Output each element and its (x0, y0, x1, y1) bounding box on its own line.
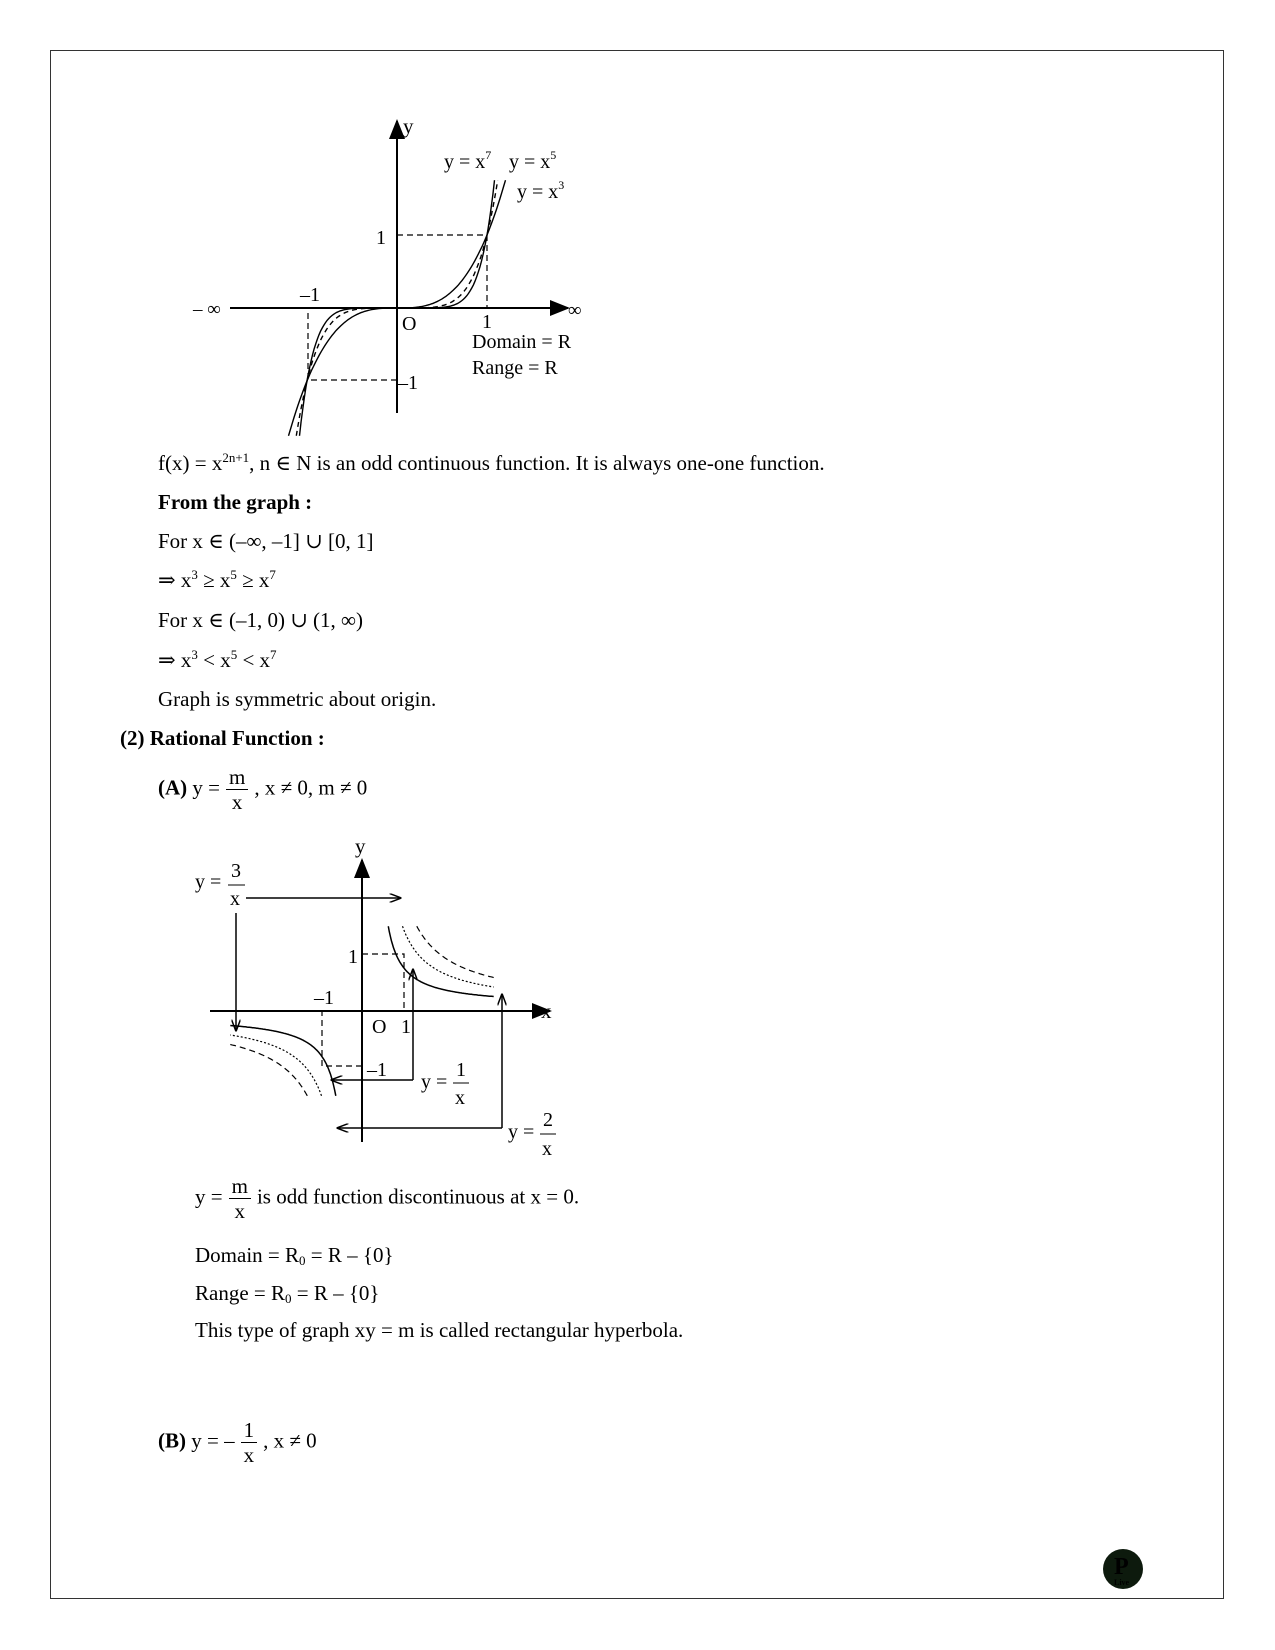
hyperbola-tick-x-neg: –1 (314, 987, 334, 1009)
curve-label-x3: $y = x^3$ (517, 178, 565, 203)
guide-1-1 (397, 235, 487, 308)
case1-domain: For x ∈ (–∞, –1] ∪ [0, 1] (158, 529, 374, 553)
case2-result: ⇒ $x^3 < x^5 < x^7$ (158, 647, 277, 672)
svg-text:Live: Live (1114, 1578, 1130, 1587)
curve-label-x5: $y = x^5$ (509, 148, 557, 173)
svg-text:y =: y = (508, 1121, 535, 1143)
label-3-over-x (195, 860, 245, 910)
part-b-formula: (B) y = – $\frac{1}{x}$ , x ≠ 0 (158, 1418, 317, 1467)
hyperbola-origin-label: O (372, 1016, 387, 1038)
tick-x-pos: 1 (482, 311, 492, 333)
guide-neg1-neg1 (308, 308, 397, 380)
svg-text:y =: y = (195, 871, 222, 893)
hyperbola-tick-y-pos: 1 (348, 946, 358, 968)
y-axis-label: y (403, 114, 414, 138)
origin-label: O (402, 313, 417, 335)
svg-text:1: 1 (456, 1059, 466, 1081)
svg-text:x: x (230, 888, 240, 910)
rational-function-heading: (2) Rational Function : (120, 726, 325, 750)
hyperbola-y-label: y (355, 834, 366, 858)
svg-text:3: 3 (231, 860, 241, 882)
hyperbola-tick-y-neg: –1 (367, 1059, 387, 1081)
hyperbola-guide-neg1 (322, 1011, 362, 1066)
svg-text:2: 2 (543, 1109, 553, 1131)
odd-function-statement: y = $\frac{m}{x}$ is odd function discontinuous at x = 0. (195, 1174, 580, 1223)
range-statement: Range = $R_0 = R - \{0\}$ (195, 1281, 380, 1306)
hyperbola-x-label: x (541, 999, 552, 1023)
label-2-over-x (508, 1109, 556, 1160)
tick-y-pos: 1 (376, 227, 386, 249)
case1-result: ⇒ $x^3 \ge x^5 \ge x^7$ (158, 567, 276, 592)
from-graph-heading: From the graph : (158, 490, 313, 514)
logo-icon (1103, 1549, 1143, 1589)
svg-text:x: x (455, 1087, 465, 1109)
svg-text:x: x (542, 1138, 552, 1160)
svg-text:P: P (1114, 1554, 1129, 1580)
symmetry-note: Graph is symmetric about origin. (158, 687, 437, 711)
svg-text:y =: y = (421, 1071, 448, 1093)
x-neg-infinity-label: – ∞ (193, 299, 221, 320)
domain-label: Domain = R (472, 331, 572, 353)
part-a-formula: (A) y = $\frac{m}{x}$ , x ≠ 0, m ≠ 0 (158, 765, 368, 814)
hyperbola-m2-q3 (230, 1035, 321, 1096)
tick-y-neg: –1 (398, 372, 418, 394)
brand-logo (1103, 1549, 1143, 1589)
fx-definition: $f(x) = x^{2n+1}$, n ∈ N is an odd continuous function. It is always one-one function. (158, 450, 825, 475)
hyperbola-m2-q1 (403, 926, 494, 987)
tick-x-neg: –1 (300, 284, 320, 306)
hyperbola-m3-q1 (417, 926, 494, 977)
hyperbola-m3-q3 (230, 1045, 307, 1096)
range-label: Range = R (472, 357, 558, 379)
hyperbola-note: This type of graph xy = m is called rectangular hyperbola. (195, 1318, 684, 1342)
hyperbola-tick-x-pos: 1 (401, 1016, 411, 1038)
hyperbola-guide-1-1 (362, 954, 404, 1011)
domain-statement: Domain = $R_0 = R - \{0\}$ (195, 1243, 394, 1268)
label-1-over-x (421, 1059, 469, 1109)
hyperbola-m1-q3 (230, 1026, 335, 1096)
x-pos-infinity-label: ∞ (568, 300, 582, 321)
curve-label-x7: $y = x^7$ (444, 148, 492, 173)
case2-domain: For x ∈ (–1, 0) ∪ (1, ∞) (158, 608, 364, 632)
